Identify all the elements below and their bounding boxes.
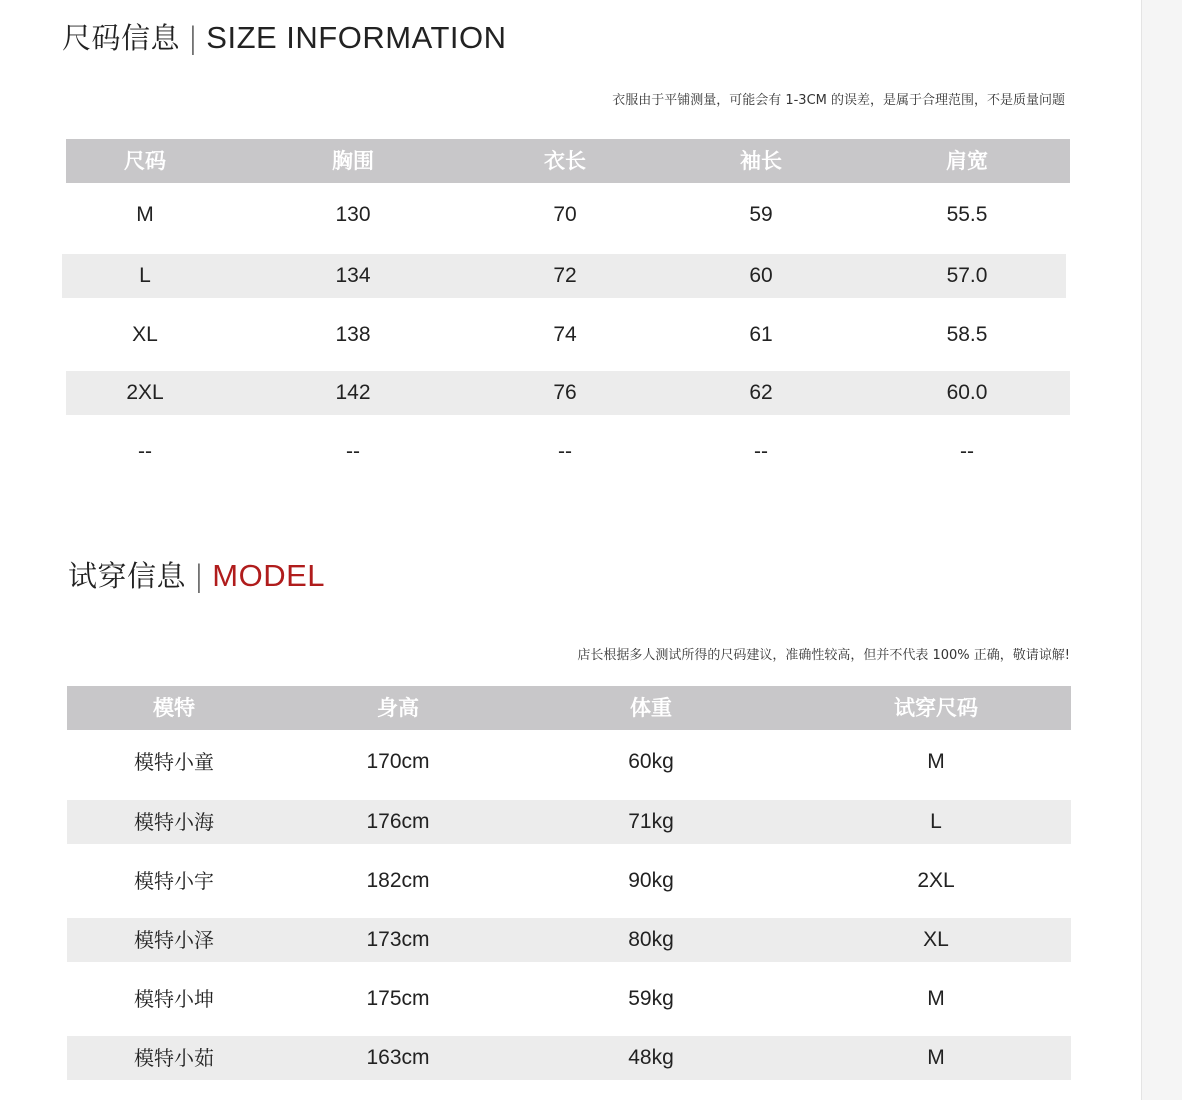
model-cell: M — [927, 987, 945, 1010]
model-cell: 模特小童 — [134, 750, 214, 774]
size-cell: 60 — [749, 264, 773, 287]
size-cell: 76 — [553, 381, 577, 404]
model-cell: 模特小海 — [134, 810, 214, 834]
size-title-cn: 尺码信息 — [62, 21, 181, 55]
size-cell: 61 — [749, 323, 773, 346]
model-cell: 模特小泽 — [134, 928, 214, 952]
model-cell: 2XL — [917, 869, 955, 892]
size-header-cell: 肩宽 — [946, 149, 988, 173]
size-cell: L — [139, 264, 151, 287]
table-row — [67, 800, 1071, 844]
model-cell: 模特小茹 — [134, 1046, 214, 1070]
table-row — [67, 740, 1071, 784]
model-cell: 175cm — [366, 987, 430, 1010]
table-row — [66, 313, 1070, 357]
size-header-cell: 袖长 — [740, 149, 782, 173]
model-cell: XL — [923, 928, 949, 951]
size-cell: 59 — [749, 203, 773, 226]
size-cell: 142 — [335, 381, 371, 404]
table-row — [67, 918, 1071, 962]
size-cell: 60.0 — [946, 381, 988, 404]
table-row — [66, 430, 1070, 474]
size-cell: 57.0 — [946, 264, 988, 287]
page-side-gutter — [1141, 0, 1182, 1100]
size-cell: 134 — [335, 264, 371, 287]
size-cell: 2XL — [126, 381, 164, 404]
size-cell: XL — [132, 323, 158, 346]
size-cell: M — [136, 203, 154, 226]
model-cell: 80kg — [628, 928, 674, 951]
model-cell: M — [927, 750, 945, 773]
model-cell: 163cm — [366, 1046, 430, 1069]
size-cell: -- — [754, 440, 768, 463]
table-row — [67, 1036, 1071, 1080]
size-cell: -- — [960, 440, 974, 463]
size-title-en: SIZE INFORMATION — [206, 20, 507, 55]
size-cell: 70 — [553, 203, 577, 226]
model-header-row — [67, 686, 1071, 730]
model-cell: 模特小坤 — [134, 987, 214, 1011]
model-cell: L — [930, 810, 942, 833]
table-row — [66, 193, 1070, 237]
model-cell: 176cm — [366, 810, 430, 833]
model-title-en: MODEL — [212, 558, 326, 593]
model-cell: 59kg — [628, 987, 674, 1010]
table-row — [67, 859, 1071, 903]
model-cell: 71kg — [628, 810, 674, 833]
model-cell: M — [927, 1046, 945, 1069]
model-header-cell: 体重 — [630, 696, 672, 720]
size-measure-note: 衣服由于平铺测量，可能会有 1-3CM 的误差，是属于合理范围，不是质量问题 — [612, 93, 1065, 108]
model-title-cn: 试穿信息 — [68, 559, 187, 593]
model-header-cell: 身高 — [377, 696, 419, 720]
table-row — [62, 254, 1066, 298]
size-title-separator: | — [188, 21, 199, 55]
model-header-cell: 试穿尺码 — [894, 696, 978, 720]
model-cell: 模特小宇 — [134, 869, 214, 893]
size-cell: 74 — [553, 323, 577, 346]
size-cell: 55.5 — [946, 203, 988, 226]
model-cell: 60kg — [628, 750, 674, 773]
size-cell: 138 — [335, 323, 371, 346]
size-cell: 72 — [553, 264, 577, 287]
table-row — [66, 371, 1070, 415]
model-title-separator: | — [194, 559, 205, 593]
size-cell: 62 — [749, 381, 773, 404]
size-header-row — [66, 139, 1070, 183]
size-cell: -- — [138, 440, 152, 463]
table-row — [67, 977, 1071, 1021]
model-section-title — [68, 554, 325, 595]
model-cell: 173cm — [366, 928, 430, 951]
model-fit-note: 店长根据多人测试所得的尺码建议，准确性较高，但并不代表 100% 正确，敬请谅解! — [577, 648, 1070, 663]
size-cell: 58.5 — [946, 323, 988, 346]
size-header-cell: 胸围 — [332, 149, 374, 173]
model-cell: 170cm — [366, 750, 430, 773]
size-header-cell: 衣长 — [544, 149, 586, 173]
model-cell: 182cm — [366, 869, 430, 892]
size-header-cell: 尺码 — [124, 149, 166, 173]
model-header-cell: 模特 — [153, 696, 195, 720]
size-cell: -- — [346, 440, 360, 463]
model-cell: 90kg — [628, 869, 674, 892]
size-cell: 130 — [335, 203, 371, 226]
model-cell: 48kg — [628, 1046, 674, 1069]
size-cell: -- — [558, 440, 572, 463]
size-section-title — [62, 16, 507, 57]
